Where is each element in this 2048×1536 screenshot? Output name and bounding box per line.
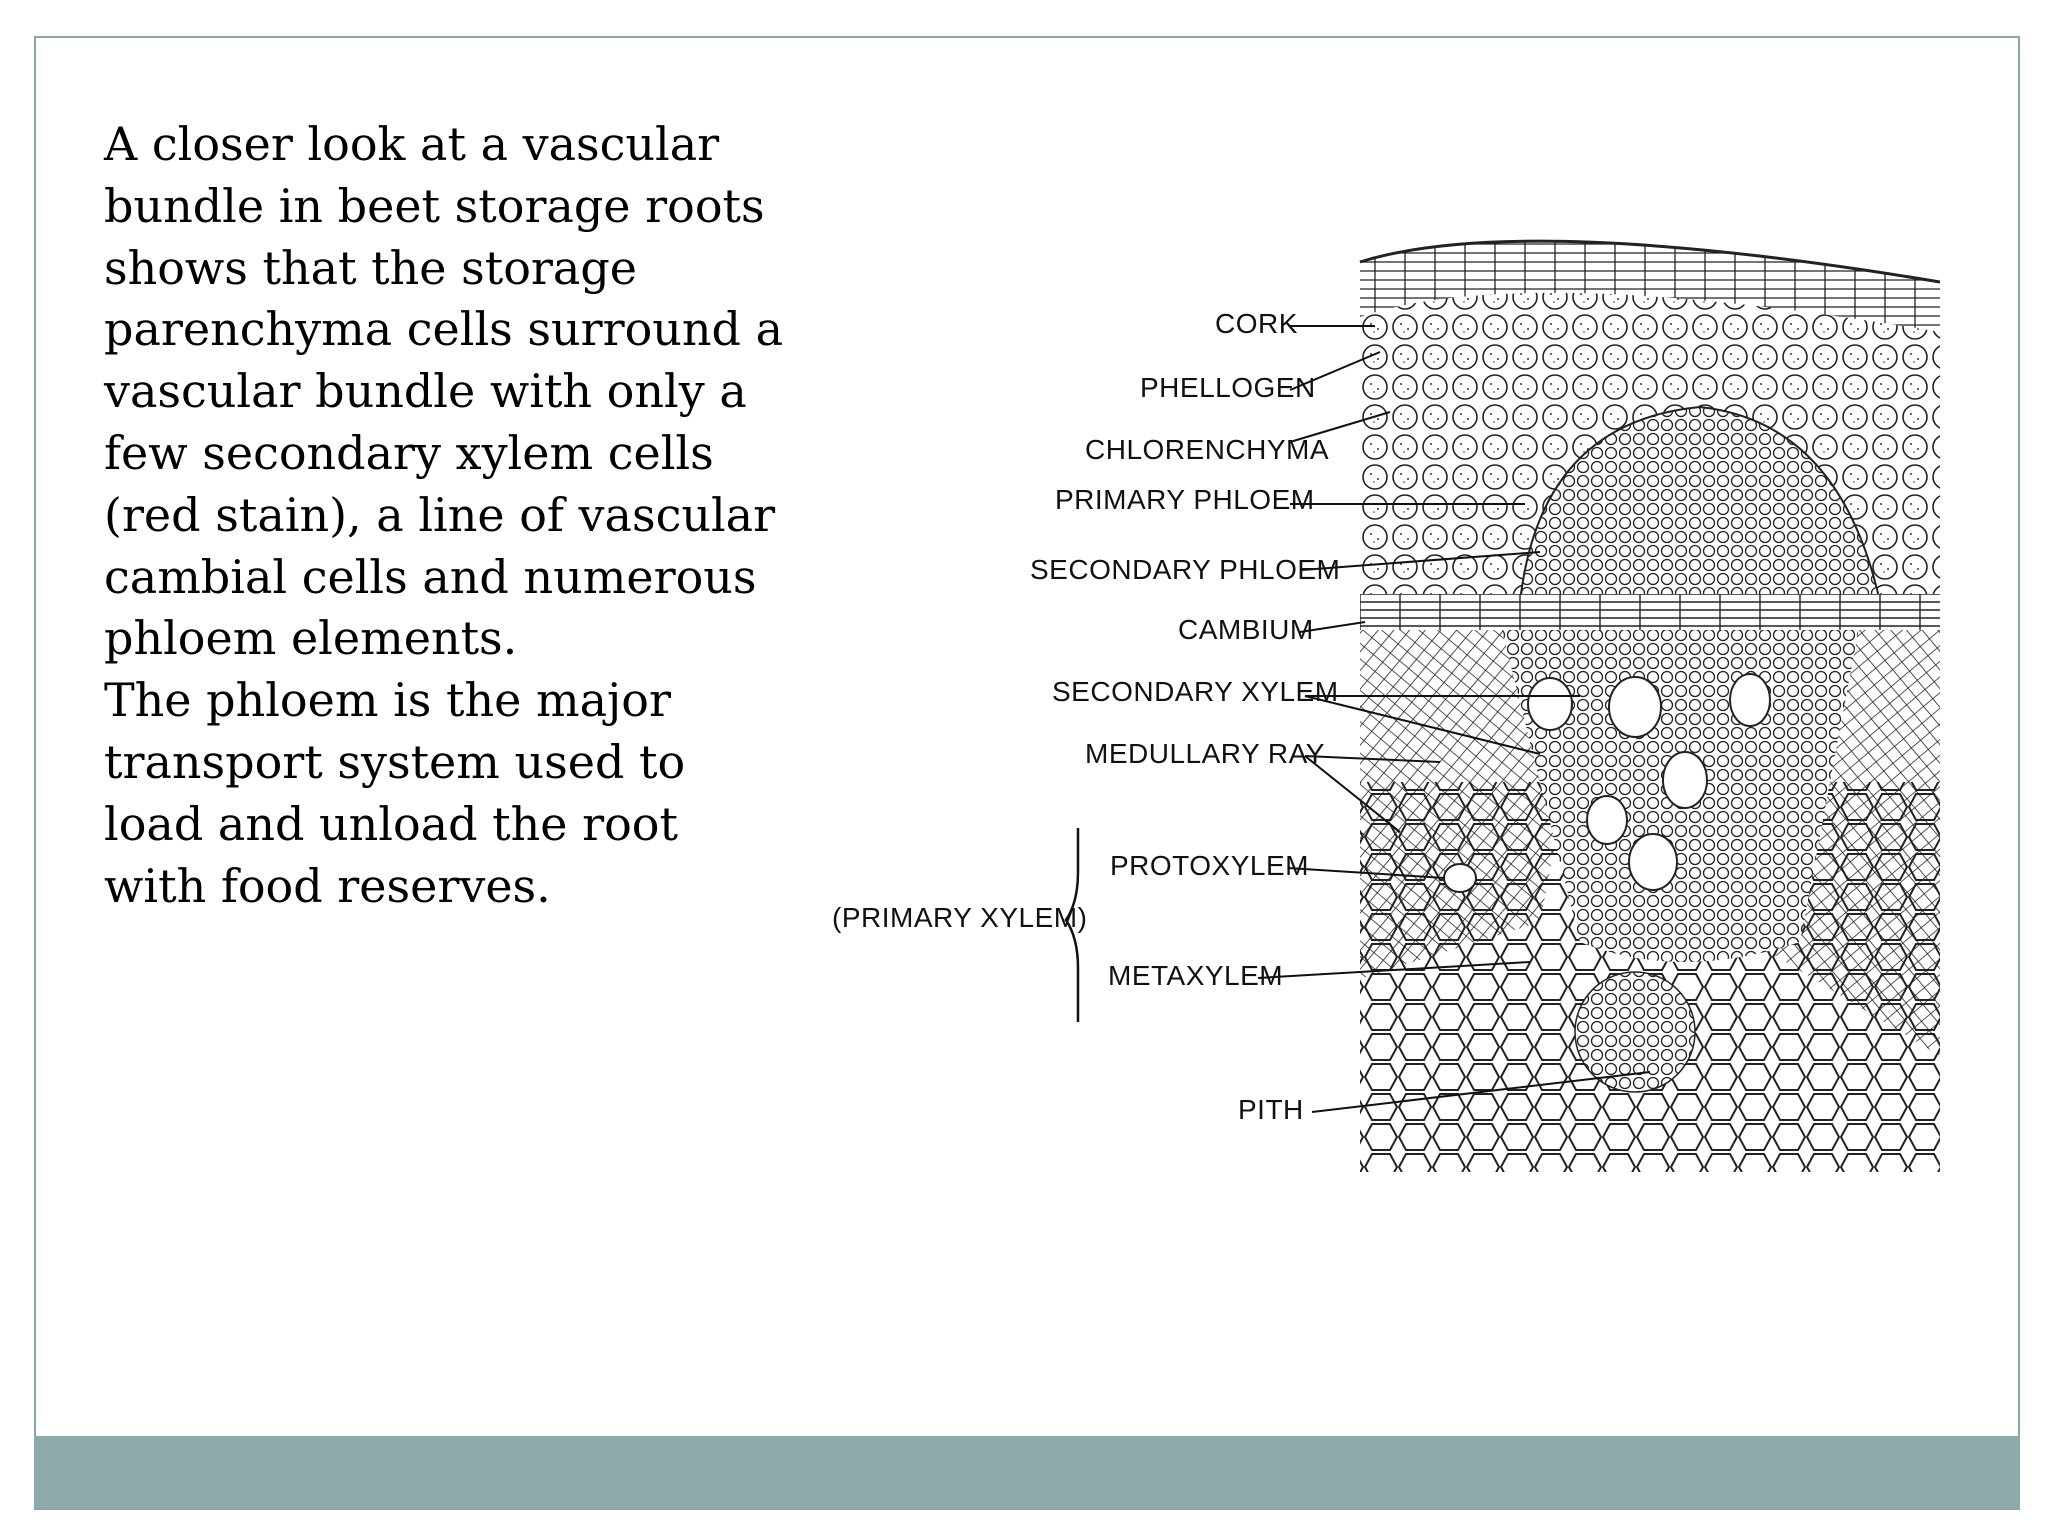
xylem-vessel xyxy=(1663,752,1707,808)
label-protoxylem: PROTOXYLEM xyxy=(1110,850,1309,881)
label-medullary-ray: MEDULLARY RAY xyxy=(1085,738,1325,769)
xylem-vessel xyxy=(1528,678,1572,730)
paragraph-vascular-bundle: A closer look at a vascular bundle in beet storage roots shows that the storage parenchyma cells surround a vascular bundle with only a few secondary xylem cells (red stain), a line of vascular cambial cells and numerous phloem elements. xyxy=(104,117,784,666)
label-primary-xylem: (PRIMARY XYLEM) xyxy=(832,902,1088,933)
slide-body-text xyxy=(104,114,794,917)
xylem-vessel xyxy=(1609,677,1661,737)
label-pith: PITH xyxy=(1238,1094,1304,1125)
cross-section-illustration xyxy=(820,222,1960,1182)
cambium-band xyxy=(1350,594,1950,630)
beet-root-cross-section-diagram xyxy=(820,222,1960,1182)
protoxylem-vessel xyxy=(1444,864,1476,892)
label-chlorenchyma: CHLORENCHYMA xyxy=(1085,434,1330,465)
xylem-vessel xyxy=(1587,796,1627,844)
label-metaxylem: METAXYLEM xyxy=(1108,960,1284,991)
label-primary-phloem: PRIMARY PHLOEM xyxy=(1055,484,1315,515)
label-secondary-xylem: SECONDARY XYLEM xyxy=(1052,676,1339,707)
label-cork: CORK xyxy=(1215,308,1298,339)
paragraph-phloem-transport: The phloem is the major transport system used to load and unload the root with food reserves. xyxy=(104,673,686,913)
label-phellogen: PHELLOGEN xyxy=(1140,372,1316,403)
footer-bar xyxy=(34,1436,2020,1508)
xylem-vessel xyxy=(1730,674,1770,726)
tissue-drawing xyxy=(1350,241,1950,1182)
label-cambium: CAMBIUM xyxy=(1178,614,1314,645)
label-secondary-phloem: SECONDARY PHLOEM xyxy=(1030,554,1341,585)
xylem-vessel xyxy=(1629,834,1677,890)
